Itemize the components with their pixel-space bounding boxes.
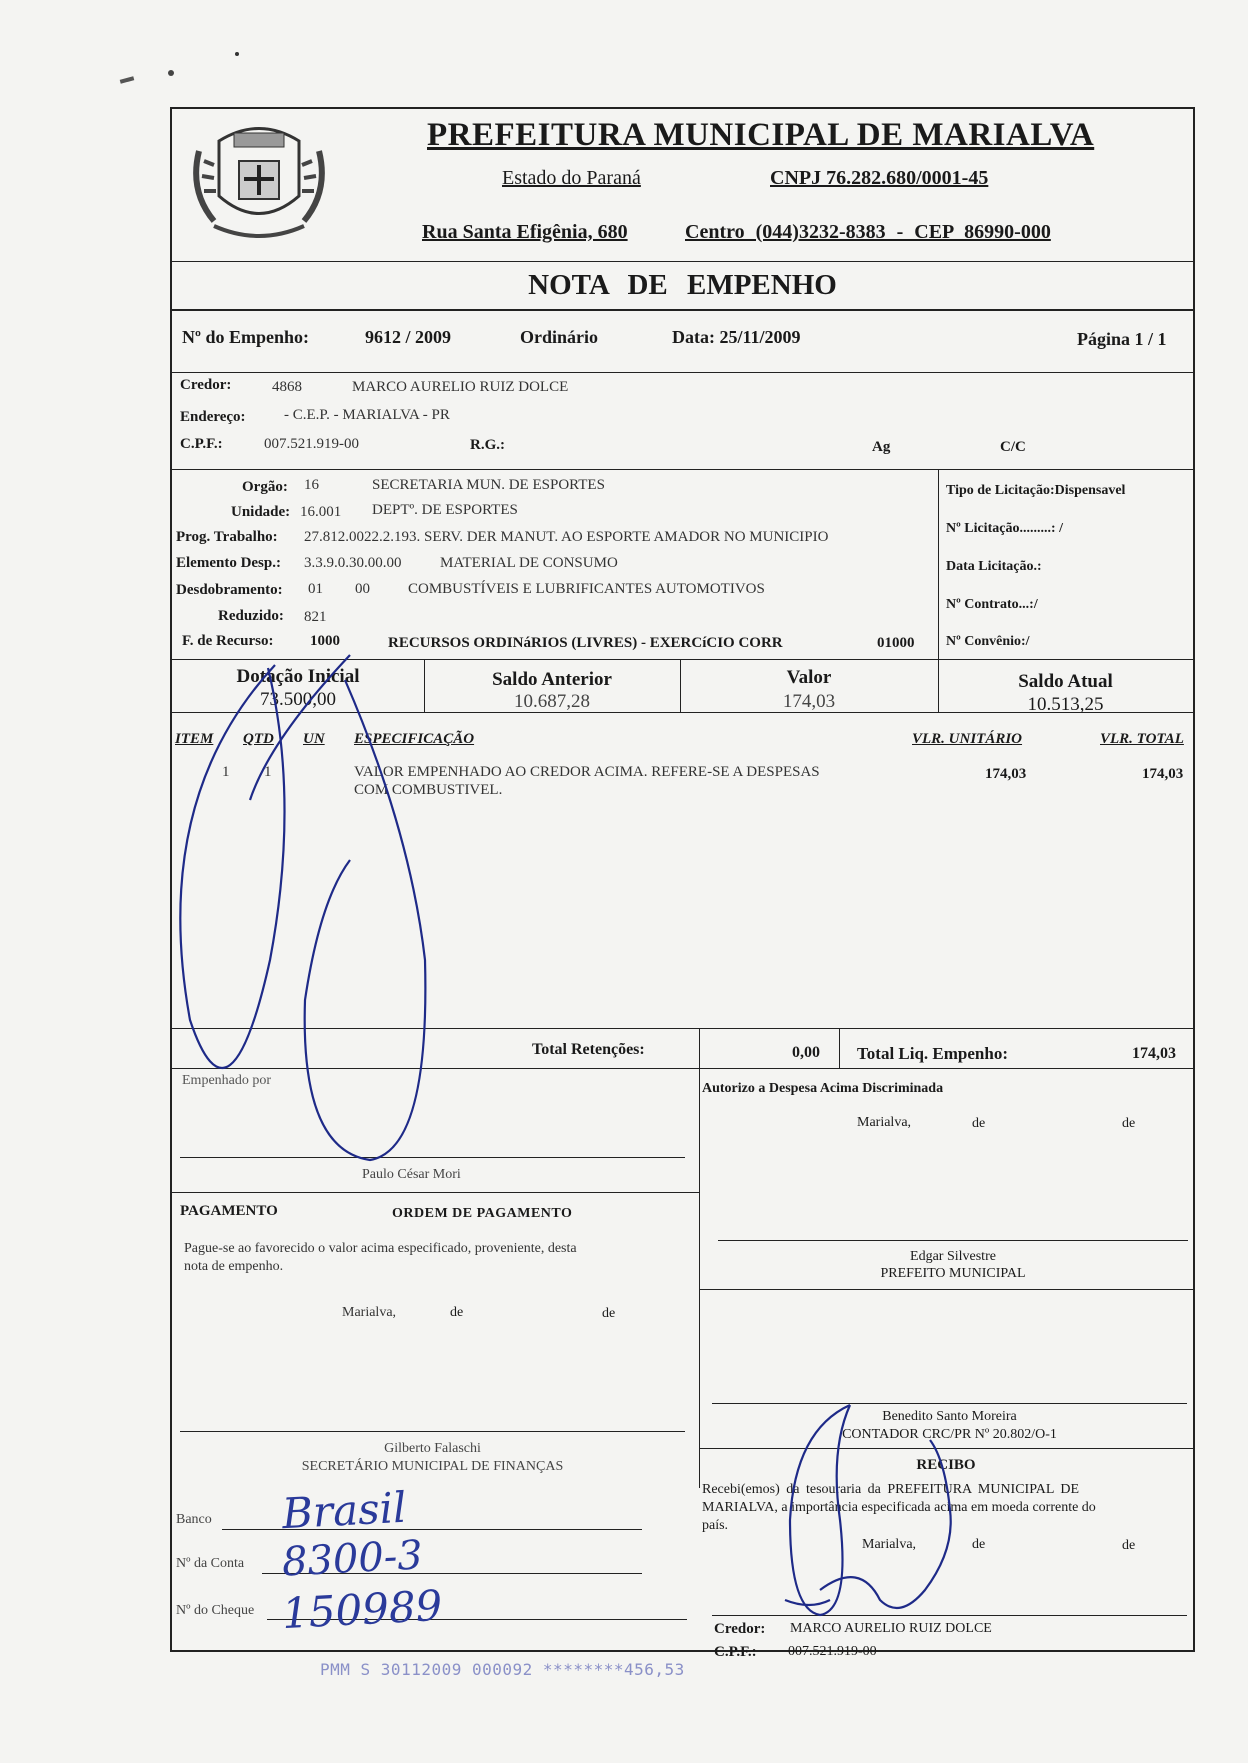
col-un: UN [303,731,325,747]
col-item: ITEM [175,731,214,747]
conta-label: Nº da Conta [176,1556,245,1571]
pagamento-de2: de [602,1306,616,1321]
state-name: Estado do Paraná [502,167,641,189]
desd: COMBUSTÍVEIS E LUBRIFICANTES AUTOMOTIVOS [408,581,765,597]
empenho-number: 9612 / 2009 [365,327,452,347]
recurso-label: F. de Recurso: [182,633,274,649]
recibo-text1: Recebi(emos) da tesouraria da PREFEITURA MUNICIPAL DE [702,1482,1080,1497]
unidade-label: Unidade: [231,504,291,520]
desd-code2: 00 [355,581,370,597]
empenho-form [170,107,1195,1660]
retencoes-value: 0,00 [792,1044,820,1061]
numero-contrato: Nº Contrato...:/ [946,597,1038,612]
item-qtd: 1 [264,764,272,780]
cheque-label: Nº do Cheque [176,1603,255,1618]
saldo-anterior-label: Saldo Anterior [492,669,612,690]
desd-label: Desdobramento: [176,582,283,598]
credor-name: MARCO AURELIO RUIZ DOLCE [352,379,569,395]
valor-label: Valor [786,667,832,688]
recibo-text2: MARIALVA, a importância especificada acima em moeda corrente do [702,1500,1096,1515]
reduzido: 821 [304,609,327,625]
contador-role: CONTADOR CRC/PR Nº 20.802/O-1 [842,1427,1057,1442]
desd-code1: 01 [308,581,323,597]
dotacao-value: 73.500,00 [260,689,336,710]
orgao: SECRETARIA MUN. DE ESPORTES [372,477,605,493]
pagamento-de1: de [450,1305,464,1320]
ordem-pagamento-label: ORDEM DE PAGAMENTO [392,1206,573,1221]
recibo-cpf: 007.521.919-00 [788,1644,877,1659]
coat-of-arms-icon [184,121,334,251]
recibo-text3: país. [702,1518,729,1533]
col-vlr-unitario: VLR. UNITÁRIO [912,731,1023,747]
col-especificacao: ESPECIFICAÇÃO [354,731,475,747]
saldo-atual-label: Saldo Atual [1018,671,1113,692]
autorizo-label: Autorizo a Despesa Acima Discriminada [702,1081,944,1096]
secretario-role: SECRETÁRIO MUNICIPAL DE FINANÇAS [301,1459,564,1474]
banco-handwritten: Brasil [280,1482,408,1539]
cc-label: C/C [1000,439,1026,455]
dotacao-label: Dotação Inicial [236,666,360,687]
prog-label: Prog. Trabalho: [176,529,278,545]
scan-mark [168,70,174,76]
valor-value: 174,03 [782,691,836,712]
address: Rua Santa Efigênia, 680 [422,221,628,243]
item-desc-line2: COM COMBUSTIVEL. [354,782,503,798]
recurso: RECURSOS ORDINáRIOS (LIVRES) - EXERCíCIO CORR [388,635,783,651]
recibo-credor: MARCO AURELIO RUIZ DOLCE [790,1621,992,1636]
empenhado-por-label: Empenhado por [182,1073,272,1088]
item-vlr-unitario: 174,03 [985,766,1027,782]
numero-convenio: Nº Convênio:/ [946,634,1030,649]
liquido-label: Total Liq. Empenho: [857,1044,1008,1063]
unidade: DEPTº. DE ESPORTES [372,502,518,518]
pagamento-text2: nota de empenho. [184,1259,284,1274]
prefeito-role: PREFEITO MUNICIPAL [880,1266,1026,1281]
elem-label: Elemento Desp.: [176,555,281,571]
col-vlr-total: VLR. TOTAL [1100,731,1184,747]
page-number: Página 1 / 1 [1077,329,1167,349]
autorizo-city: Marialva, [857,1115,912,1130]
endereco: - C.E.P. - MARIALVA - PR [284,407,450,423]
recibo-city: Marialva, [862,1537,917,1552]
unidade-code: 16.001 [300,504,342,520]
elem-code: 3.3.9.0.30.00.00 [304,555,402,571]
rg-label: R.G.: [470,437,505,453]
secretario-name: Gilberto Falaschi [384,1441,481,1456]
recibo-de2: de [1122,1538,1136,1553]
recurso-code2: 01000 [877,635,915,651]
cnpj: CNPJ 76.282.680/0001-45 [770,167,989,189]
orgao-code: 16 [304,477,319,493]
saldo-atual-value: 10.513,25 [1027,694,1104,715]
autorizo-de2: de [1122,1116,1136,1131]
endereco-label: Endereço: [180,409,246,425]
empenho-label: Nº do Empenho: [182,327,309,347]
scan-mark [120,76,135,83]
col-qtd: QTD [243,731,274,747]
scan-mark [235,52,239,56]
saldo-anterior-value: 10.687,28 [514,691,590,712]
recurso-code: 1000 [310,633,340,649]
cpf: 007.521.919-00 [264,436,359,452]
tipo-licitacao: Tipo de Licitação:Dispensavel [946,483,1126,498]
prefeito-name: Edgar Silvestre [910,1249,996,1264]
document-title: NOTA DE EMPENHO [528,269,837,301]
cheque-handwritten: 150989 [280,1580,444,1639]
orgao-label: Orgão: [242,479,288,495]
pagamento-text1: Pague-se ao favorecido o valor acima especificado, proveniente, desta [184,1241,577,1256]
empenhado-por-name: Paulo César Mori [362,1167,461,1182]
prog: 27.812.0022.2.193. SERV. DER MANUT. AO ESPORTE AMADOR NO MUNICIPIO [304,529,829,545]
recibo-cpf-label: C.P.F.: [714,1644,757,1660]
banco-label: Banco [176,1512,212,1527]
reduzido-label: Reduzido: [218,608,284,624]
item-desc-line1: VALOR EMPENHADO AO CREDOR ACIMA. REFERE-SE A DESPESAS [354,764,820,780]
liquido-value: 174,03 [1132,1045,1176,1062]
elem: MATERIAL DE CONSUMO [440,555,618,571]
conta-handwritten: 8300-3 [280,1532,424,1586]
page-title: PREFEITURA MUNICIPAL DE MARIALVA [427,117,1095,153]
recibo-de1: de [972,1537,986,1552]
numero-licitacao: Nº Licitação.........: / [946,521,1063,536]
pagamento-label: PAGAMENTO [180,1203,278,1219]
ag-label: Ag [872,439,891,455]
item-vlr-total: 174,03 [1142,766,1184,782]
data-licitacao: Data Licitação.: [946,559,1042,574]
contador-name: Benedito Santo Moreira [882,1409,1017,1424]
item-number: 1 [222,764,230,780]
credor-code: 4868 [272,379,302,395]
address-contact: Centro (044)3232-8383 - CEP 86990-000 [685,221,1051,243]
credor-label: Credor: [180,377,232,393]
empenho-type: Ordinário [520,327,599,347]
retencoes-label: Total Retenções: [532,1041,645,1058]
pagamento-city: Marialva, [342,1305,397,1320]
empenho-date: Data: 25/11/2009 [672,327,801,347]
processing-stamp: PMM S 30112009 000092 ********456,53 [320,1660,685,1679]
recibo-credor-label: Credor: [714,1621,766,1637]
autorizo-de1: de [972,1116,986,1131]
recibo-title: RECIBO [916,1457,976,1473]
cpf-label: C.P.F.: [180,436,223,452]
